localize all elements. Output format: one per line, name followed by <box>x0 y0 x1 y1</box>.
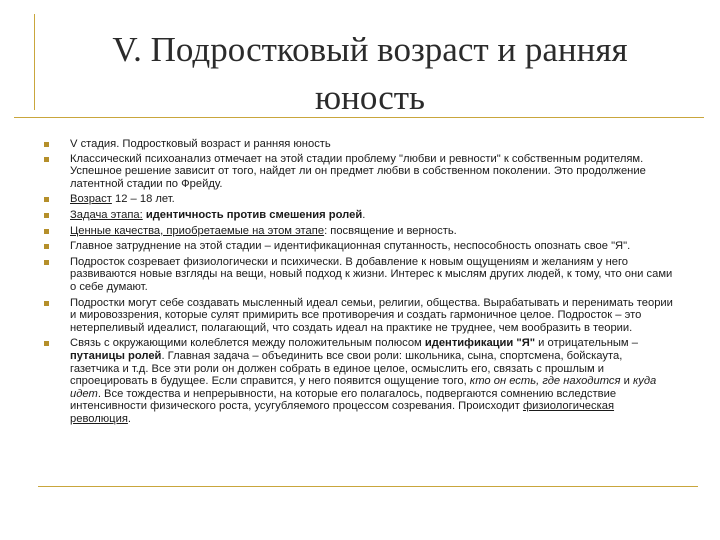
bullet-bold: идентичность против смешения ролей <box>142 208 363 221</box>
square-bullet-icon <box>44 157 49 162</box>
bullet-italic: кто он есть, где находится <box>469 375 621 388</box>
bullet-text: V стадия. Подростковый возраст и ранняя юность <box>70 138 331 150</box>
slide-title <box>60 26 680 122</box>
bullet-text: . <box>362 208 366 221</box>
slide-title-line1: V. Подростковый возраст и ранняя <box>112 30 628 69</box>
bottom-accent-line <box>38 486 698 487</box>
bullet-item <box>44 297 674 335</box>
square-bullet-icon <box>44 341 49 346</box>
bullet-text: 12 – 18 лет. <box>111 193 175 206</box>
bullet-text: Подросток созревает физиологически и психически. В добавление к новым ощущениям и желаниям у него развиваются новые взгляды на вещи, новый подход к жизни. Интерес к мыслям других людей, к тому, что они сами о себе думают. <box>70 255 673 293</box>
bullet-text: и <box>620 375 633 388</box>
bullet-bold: идентификации "Я" <box>424 337 536 350</box>
bullet-item <box>44 240 674 253</box>
bullet-text: Классический психоанализ отмечает на этой стадии проблему "любви и ревности" к собственным родителям. Успешное решение зависит от того, найдет ли он предмет любви в собственном поколении. Это продолжение латентной стадии по Фрейду. <box>70 152 646 190</box>
bullet-text: . Главная задача – объединить все свои роли: школьника, сына, спортсмена, бойскаута, газетчика и т.д. Все эти роли он должен собрать в единое целое, осмыслить его, связать с прошлым и спроецировать в будущее. Если справится, у него появится ощущение того, <box>70 349 623 388</box>
square-bullet-icon <box>44 244 49 249</box>
bullet-item <box>44 337 674 425</box>
bullet-item <box>44 225 674 238</box>
bullet-italic: куда идет <box>70 375 657 400</box>
bullet-list <box>44 138 674 425</box>
bullet-bold: путаницы ролей <box>70 349 162 362</box>
bullet-text: и отрицательным – <box>535 337 638 350</box>
bullet-item <box>44 256 674 294</box>
bullet-underlined: физиологическая революция <box>70 400 615 425</box>
bullet-label: Ценные качества, приобретаемые на этом этапе <box>70 224 325 237</box>
slide-title-line2: юность <box>314 78 426 117</box>
bullet-item <box>44 138 674 151</box>
bullet-text: : посвящение и верность. <box>324 224 457 237</box>
bullet-text: . <box>127 412 131 425</box>
square-bullet-icon <box>44 229 49 234</box>
square-bullet-icon <box>44 260 49 265</box>
bullet-item <box>44 153 674 191</box>
bullet-text: Подростки могут себе создавать мысленный идеал семьи, религии, общества. Вырабатывать и перенимать теории и мировоззрения, которые сулят примирить все противоречия и создать гармоничное целое. Подросток – это нетерпеливый идеалист, полагающий, что создать идеал на практике не труднее, чем вообразить в теории. <box>70 296 673 334</box>
accent-vertical-line <box>34 14 35 110</box>
bullet-item <box>44 193 674 206</box>
bullet-label: Задача этапа: <box>70 208 143 221</box>
square-bullet-icon <box>44 213 49 218</box>
square-bullet-icon <box>44 142 49 147</box>
square-bullet-icon <box>44 197 49 202</box>
bullet-text: Главное затруднение на этой стадии – идентификационная спутанность, неспособность опознать свое "Я". <box>70 240 631 253</box>
bullet-item <box>44 209 674 222</box>
bullet-text: . Все тождества и непрерывности, на которые его полагалось, подвергаются сомнению вследствие интенсивности физического роста, усугубляемого процессом созревания. Происходит <box>70 387 617 413</box>
bullet-text: Связь с окружающими колеблется между положительным полюсом <box>70 337 425 350</box>
square-bullet-icon <box>44 301 49 306</box>
bullet-label: Возраст <box>70 193 112 206</box>
